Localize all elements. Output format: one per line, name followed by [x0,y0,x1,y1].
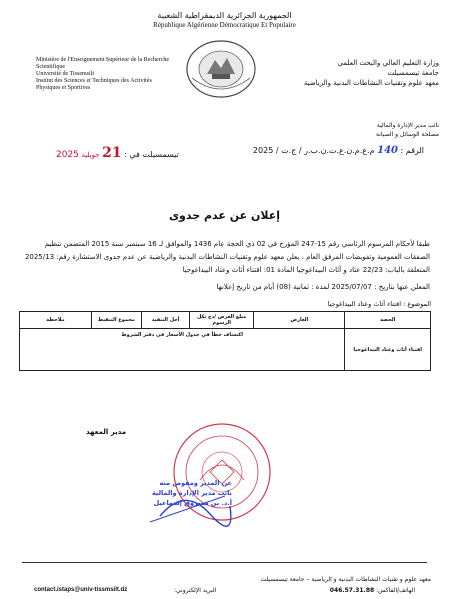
cell-lot: اقتناء أثاث وعتاد البيداغوجيا [345,329,431,371]
place-date-label: تيسمسيلت في : [124,150,179,159]
footer-divider [22,562,427,563]
director-title: مدير المعهد [86,428,127,436]
republic-fr: République Algérienne Démocratique Et Populaire [153,21,296,29]
republic-ar: الجمهورية الجزائرية الديمقراطية الشعبية [157,11,292,20]
page-title: إعلان عن عدم جدوى [168,209,281,222]
ministry-block-fr [36,57,176,92]
col-amount: مبلغ العرض /دج بكل الرسوم [190,312,254,329]
reference-row [22,143,424,159]
ministry-fr: Ministère de l'Enseignement Supérieur de la Recherche Scientifique [36,57,170,70]
stamp-line-3: أ.د. بن مسروق إسماعيل [153,499,232,507]
handwritten-number: 140 [377,145,398,156]
footer-email[interactable]: contact.istaps@univ-tissmsilt.dz [34,587,128,593]
stamp-line-2: نائب مدير الإدارة والمالية [151,489,232,497]
subject-line: الموضوع : اقتناء أثاث وعتاد البيداغوجيا [327,300,431,308]
col-bidder: العارض [254,312,345,329]
footer-phone: 046.57.31.88 [329,587,375,594]
ministry-block-ar [269,58,439,88]
ministry-ar: وزارة التعليم العالي والبحث العلمي [337,59,439,67]
reference-code: م.ع.م.ن.ع.ت.ن.ب.ر / ج.ت / 2025 [252,146,375,155]
col-score: مجموع التنقيط [91,312,141,329]
delegation-stamp [90,476,240,532]
office-block [259,121,439,139]
body-paragraph-2: المعلن عنها بتاريخ : 2025/07/07 لمدة : ثمانية (08) أيام من تاريخ إعلانها [216,283,430,291]
reference-number [253,145,424,156]
cell-note: اكتشاف خطأ في جدول الأسعار في دفتر الشروط [20,329,345,371]
results-table [19,311,431,371]
footer-address: معهد علوم و تقنيات النشاطات البدنية و الرياضية – جامعة تيسمسيلت [260,576,431,583]
place-date [56,145,179,161]
university-ar: جامعة تيسمسيلت [387,69,439,77]
table-row [20,329,431,371]
date-year: 2025 [56,150,79,160]
university-fr: Université de Tissemsilt [36,71,95,77]
footer-contacts [22,587,427,597]
footer-email-label: البريد الإلكتروني: [174,587,217,594]
col-lot: الحصة [345,312,431,329]
office-line1: نائب مدير الإدارة والمالية [376,122,439,129]
date-day: 21 [102,145,122,161]
col-note: ملاحظة [20,312,92,329]
date-month: جويلية [81,151,100,159]
university-logo [182,38,260,100]
stamp-line-1: عن المدير ومفوض منه [159,479,232,487]
institute-fr: Institut des Sciences et Techniques des Activités Physiques et Sportives [36,78,152,91]
footer-phone-label: الهاتف/الفاكس: [376,587,415,594]
col-delay: أجل التنفيذ [142,312,190,329]
reference-label: الرقم : [400,146,424,155]
office-line2: مصلحة الوسائل و الصيانة [376,131,439,138]
institute-ar: معهد علوم وتقنيات النشاطات البدنية والرياضية [303,79,439,87]
footer-phone-block [330,587,415,594]
table-header-row [20,312,431,329]
body-paragraph-1: طبقا لأحكام المرسوم الرئاسي رقم 15-247 المؤرخ في 02 ذي الحجة عام 1436 والموافق لـ 16 سبتمبر سنة 2015 المتضمن تنظيم الصفقات العمومية وتفويضات المرفق العام ، يعلن معهد علوم وتقنيات النشاطات البدنية والرياضية عن عدم جدوى الاستشارة رقم: 2025/13 المتعلقة بالباب: 22/23 عتاد و أثاث البيداغوجيا المادة 01: اقتناء أثاث وعتاد البيداغوجيا [24,240,430,274]
